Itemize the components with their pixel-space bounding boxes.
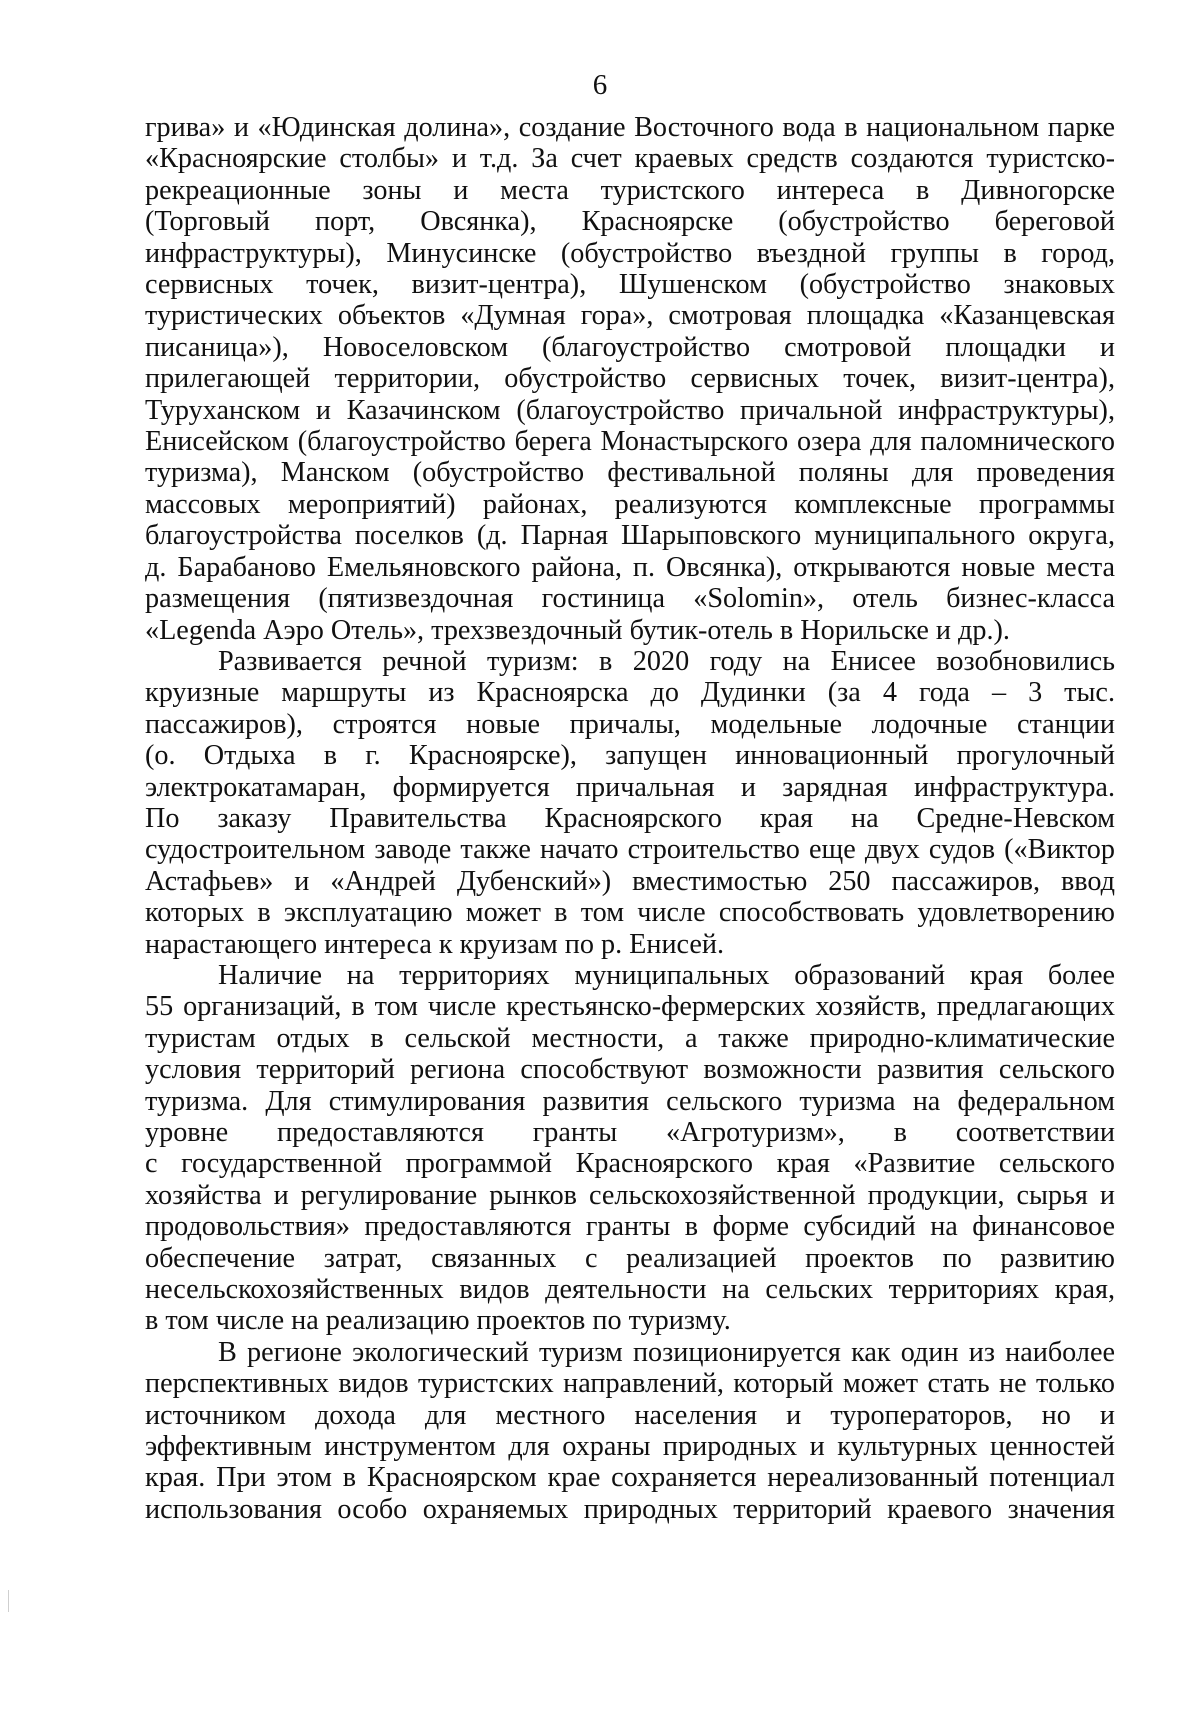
text-line: размещения (пятизвездочная гостиница «Solomin», отель бизнес-класса: [145, 583, 1115, 615]
text-line: массовых мероприятий) районах, реализуются комплексные программы: [145, 488, 1115, 520]
text-line: благоустройства поселков (д. Парная Шарыповского муниципального округа,: [145, 520, 1115, 552]
text-line: Енисейском (благоустройство берега Монастырского озера для паломнического: [145, 426, 1115, 458]
text-line: сервисных точек, визит-центра), Шушенском (обустройство знаковых: [145, 269, 1115, 301]
text-line: рекреационные зоны и места туристского интереса в Дивногорске: [145, 174, 1115, 206]
text-line: инфраструктуры), Минусинске (обустройство въездной группы в город,: [145, 237, 1115, 269]
body-text: [145, 112, 1115, 1525]
text-line: Развивается речной туризм: в 2020 году на Енисее возобновились: [218, 645, 1115, 677]
text-line: писаница»), Новоселовском (благоустройство смотровой площадки и: [145, 331, 1115, 363]
text-line: д. Барабаново Емельяновского района, п. Овсянка), открываются новые места: [145, 551, 1115, 583]
text-line: прилегающей территории, обустройство сервисных точек, визит-центра),: [145, 363, 1115, 395]
text-line: несельскохозяйственных видов деятельности на сельских территориях края,: [145, 1274, 1115, 1306]
text-line: судостроительном заводе также начато строительство еще двух судов («Виктор: [145, 834, 1115, 866]
text-line: которых в эксплуатацию может в том числе способствовать удовлетворению: [145, 897, 1115, 929]
text-line: «Legenda Аэро Отель», трехзвездочный бутик-отель в Норильске и др.).: [145, 614, 1010, 646]
paragraph: [145, 112, 1115, 646]
text-line: круизные маршруты из Красноярска до Дудинки (за 4 года – 3 тыс.: [145, 677, 1115, 709]
text-line: туристам отдых в сельской местности, а также природно-климатические: [145, 1022, 1115, 1054]
text-line: Наличие на территориях муниципальных образований края более: [218, 959, 1115, 991]
text-line: края. При этом в Красноярском крае сохраняется нереализованный потенциал: [145, 1462, 1115, 1494]
text-line: В регионе экологический туризм позиционируется как один из наиболее: [218, 1336, 1115, 1368]
text-line: с государственной программой Красноярского края «Развитие сельского: [145, 1148, 1115, 1180]
text-line: хозяйства и регулирование рынков сельскохозяйственной продукции, сырья и: [145, 1179, 1115, 1211]
text-line: «Красноярские столбы» и т.д. За счет краевых средств создаются туристско-: [145, 143, 1115, 175]
paragraph: [145, 960, 1115, 1337]
text-line: туризма. Для стимулирования развития сельского туризма на федеральном: [145, 1085, 1115, 1117]
text-line: туристических объектов «Думная гора», смотровая площадка «Казанцевская: [145, 300, 1115, 332]
text-line: грива» и «Юдинская долина», создание Восточного вода в национальном парке: [145, 112, 1115, 143]
text-line: пассажиров), строятся новые причалы, модельные лодочные станции: [145, 708, 1115, 740]
text-line: электрокатамаран, формируется причальная и зарядная инфраструктура.: [145, 771, 1115, 803]
paragraph: [145, 1337, 1115, 1525]
text-line: туризма), Манском (обустройство фестивальной поляны для проведения: [145, 457, 1115, 489]
paragraph: [145, 646, 1115, 960]
text-line: источником дохода для местного населения и туроператоров, но и: [145, 1399, 1115, 1431]
text-line: уровне предоставляются гранты «Агротуризм», в соответствии: [145, 1117, 1115, 1148]
page-number: 6: [592, 69, 608, 101]
text-line: (Торговый порт, Овсянка), Красноярске (обустройство береговой: [145, 206, 1115, 238]
text-line: перспективных видов туристских направлений, который может стать не только: [145, 1368, 1115, 1400]
text-line: нарастающего интереса к круизам по р. Енисей.: [145, 928, 725, 960]
text-line: продовольствия» предоставляются гранты в форме субсидий на финансовое: [145, 1211, 1115, 1243]
text-line: 55 организаций, в том числе крестьянско-фермерских хозяйств, предлагающих: [145, 991, 1115, 1023]
scan-edge-mark: [8, 1590, 9, 1612]
text-line: в том числе на реализацию проектов по туризму.: [145, 1305, 731, 1337]
text-line: По заказу Правительства Красноярского края на Средне-Невском: [145, 802, 1115, 834]
text-line: использования особо охраняемых природных территорий краевого значения: [145, 1493, 1115, 1525]
text-line: условия территорий региона способствуют возможности развития сельского: [145, 1054, 1115, 1086]
text-line: Астафьев» и «Андрей Дубенский») вместимостью 250 пассажиров, ввод: [145, 865, 1115, 897]
text-line: эффективным инструментом для охраны природных и культурных ценностей: [145, 1431, 1115, 1463]
text-line: обеспечение затрат, связанных с реализацией проектов по развитию: [145, 1242, 1115, 1274]
text-line: (о. Отдыха в г. Красноярске), запущен инновационный прогулочный: [145, 740, 1115, 772]
text-line: Туруханском и Казачинском (благоустройство причальной инфраструктуры),: [145, 394, 1115, 426]
